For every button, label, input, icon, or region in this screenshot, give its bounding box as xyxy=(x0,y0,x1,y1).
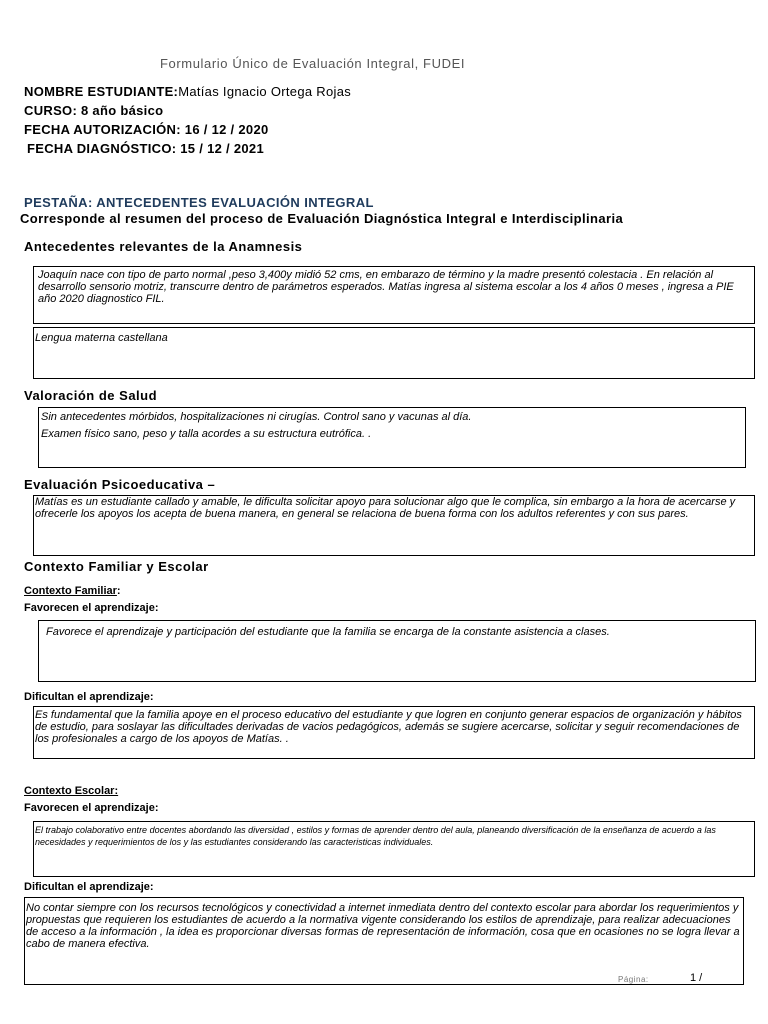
authorization-date: FECHA AUTORIZACIÓN: 16 / 12 / 2020 xyxy=(24,122,269,137)
school-favor-text: El trabajo colaborativo entre docentes abordando las diversidad , estilos y formas de aprender dentro del aula, planeando diversificación de la enseñanza de acuerdo a las necesidades y requerimientos de los y las estudiantes considerando las caracteristicas individuales. xyxy=(35,825,716,847)
health-line-1: Sin antecedentes mórbidos, hospitalizaciones ni cirugías. Control sano y vacunas al día. xyxy=(41,411,472,423)
family-favor-text: Favorece el aprendizaje y participación del estudiante que la familia se encarga de la constante asistencia a clases. xyxy=(46,626,610,638)
anamnesis-heading: Antecedentes relevantes de la Anamnesis xyxy=(24,239,303,254)
psychoeducational-box xyxy=(33,495,755,556)
diagnosis-date: FECHA DIAGNÓSTICO: 15 / 12 / 2021 xyxy=(27,141,264,156)
family-context-colon: : xyxy=(116,585,121,597)
school-favor-box xyxy=(33,821,755,877)
school-hinder-text: No contar siempre con los recursos tecnológicos y conectividad a internet inmediata dentro del contexto escolar para abordar los requerimientos y propuestas que requieren los estudiantes de acuerdo a la normativa vigente considerando los estilos de aprendizaje, para realizar adecuaciones de acceso a la información , la idea es proporcionar diversas formas de representación de información, cosa que en ocasiones no se logra llevar a cabo de manera efectiva. xyxy=(26,902,740,950)
school-hinder-label: Dificultan el aprendizaje: xyxy=(24,881,154,893)
family-hinder-label: Dificultan el aprendizaje: xyxy=(24,691,154,703)
family-favor-label: Favorecen el aprendizaje: xyxy=(24,602,159,614)
page-number: 1 / xyxy=(690,972,703,984)
family-context-label-line xyxy=(24,585,121,597)
tab-title: PESTAÑA: ANTECEDENTES EVALUACIÓN INTEGRAL xyxy=(24,195,374,210)
mother-tongue-text: Lengua materna castellana xyxy=(35,332,168,344)
family-hinder-box xyxy=(33,706,755,759)
school-favor-label: Favorecen el aprendizaje: xyxy=(24,802,159,814)
mother-tongue-box xyxy=(33,327,755,379)
anamnesis-text-box xyxy=(33,266,755,324)
student-name-value: Matías Ignacio Ortega Rojas xyxy=(178,84,352,99)
school-context-label: Contexto Escolar: xyxy=(24,785,119,797)
health-box xyxy=(38,407,746,468)
student-course: CURSO: 8 año básico xyxy=(24,103,164,118)
tab-description: Corresponde al resumen del proceso de Evaluación Diagnóstica Integral e Interdisciplinaria xyxy=(20,211,624,226)
family-hinder-text: Es fundamental que la familia apoye en el proceso educativo del estudiante y que logren en conjunto generar espacios de organización y hábitos de estudio, para soslayar las dificultades derivadas de vacios pedagógicos, además se sugiere acercarse, solicitar y seguir recomendaciones de los profesionales a cargo de los apoyos de Matías. . xyxy=(35,709,742,745)
student-name-line xyxy=(24,84,351,99)
context-heading: Contexto Familiar y Escolar xyxy=(24,559,209,574)
health-line-2: Examen físico sano, peso y talla acordes a su estructura eutrófica. . xyxy=(41,428,372,440)
health-heading: Valoración de Salud xyxy=(24,388,158,403)
psychoeducational-text: Matías es un estudiante callado y amable, le dificulta solicitar apoyo para solucionar algo que le complica, sin embargo a la hora de acercarse y ofrecerle los apoyos los acepta de buena manera, en general se relaciona de buena forma con los adultos referentes y con sus pares. xyxy=(35,496,736,520)
family-context-label: Contexto Familiar xyxy=(24,585,117,597)
school-hinder-box xyxy=(24,897,744,985)
student-name-label: NOMBRE ESTUDIANTE: xyxy=(24,84,179,99)
family-favor-box xyxy=(38,620,756,682)
psychoeducational-heading: Evaluación Psicoeducativa – xyxy=(24,477,216,492)
anamnesis-text: Joaquín nace con tipo de parto normal ,peso 3,400y midió 52 cms, en embarazo de término y la madre presentó colestacia . En relación al desarrollo sensorio motriz, transcurre dentro de parámetros esperados. Matías ingresa al sistema escolar a los 4 años 0 meses , ingresa a PIE año 2020 diagnostico FIL. xyxy=(38,269,734,305)
page-label: Página: xyxy=(618,975,649,984)
document-title: Formulario Único de Evaluación Integral, FUDEI xyxy=(160,56,466,71)
